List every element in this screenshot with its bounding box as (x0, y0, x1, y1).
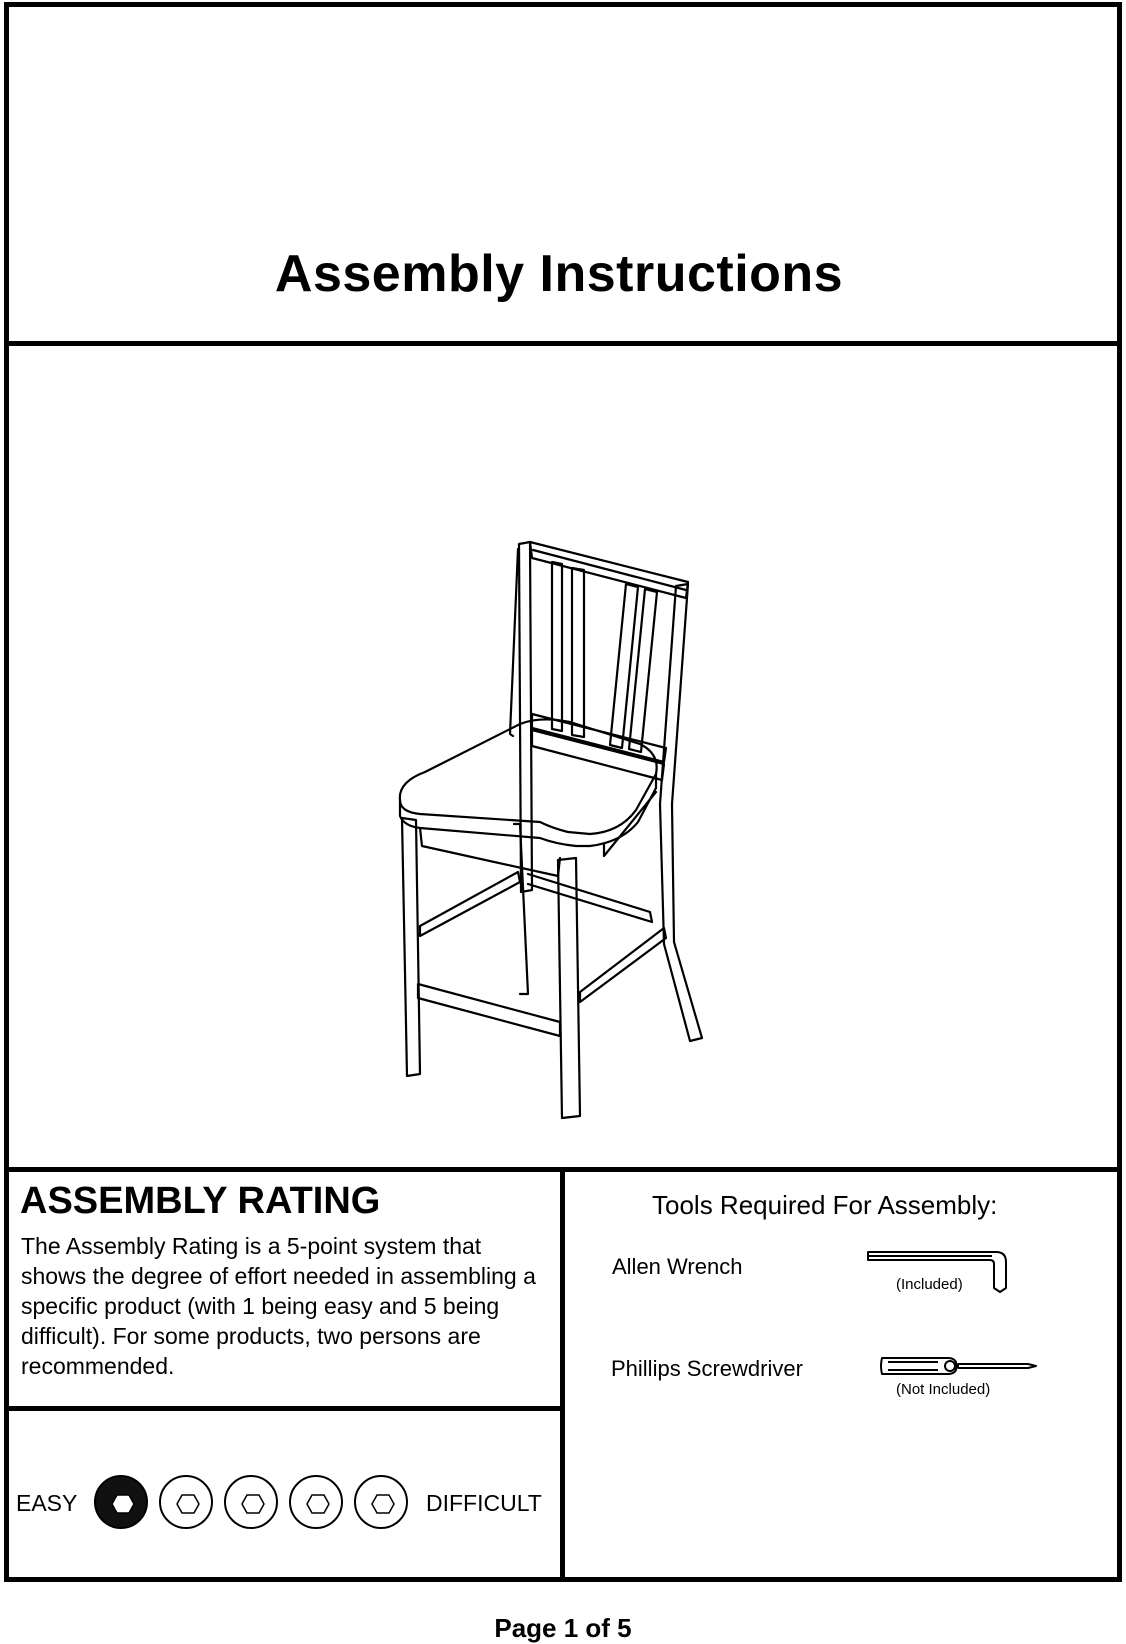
hex-icon (111, 1492, 135, 1516)
page-title: Assembly Instructions (274, 245, 844, 303)
hex-icon (241, 1492, 265, 1516)
tool-note-phillips-screwdriver: (Not Included) (896, 1381, 991, 1398)
difficult-label: DIFFICULT (426, 1490, 542, 1516)
rating-divider (4, 1406, 564, 1411)
rating-dot-4 (289, 1475, 343, 1529)
hex-icon (306, 1492, 330, 1516)
page-number: Page 1 of 5 (494, 1613, 632, 1643)
assembly-rating-description: The Assembly Rating is a 5-point system that shows the degree of effort needed in assembling a specific product (with 1 being easy and 5 being difficult). For some products, two persons are recommended. (21, 1233, 536, 1379)
rating-dot-5 (354, 1475, 408, 1529)
assembly-rating-heading: ASSEMBLY RATING (20, 1180, 381, 1222)
tools-heading: Tools Required For Assembly: (652, 1190, 998, 1220)
tool-name-allen-wrench: Allen Wrench (612, 1254, 743, 1279)
tool-note-allen-wrench: (Included) (896, 1276, 963, 1293)
rating-scale (16, 1475, 561, 1535)
rating-dot-3 (224, 1475, 278, 1529)
hex-icon (371, 1492, 395, 1516)
rating-dot-1 (94, 1475, 148, 1529)
easy-label: EASY (16, 1490, 78, 1516)
chair-illustration (0, 344, 1118, 1162)
illustration-area (0, 344, 1118, 1162)
hex-icon (176, 1492, 200, 1516)
tool-name-phillips-screwdriver: Phillips Screwdriver (611, 1356, 803, 1381)
rating-dot-2 (159, 1475, 213, 1529)
screwdriver-icon (878, 1352, 1040, 1380)
